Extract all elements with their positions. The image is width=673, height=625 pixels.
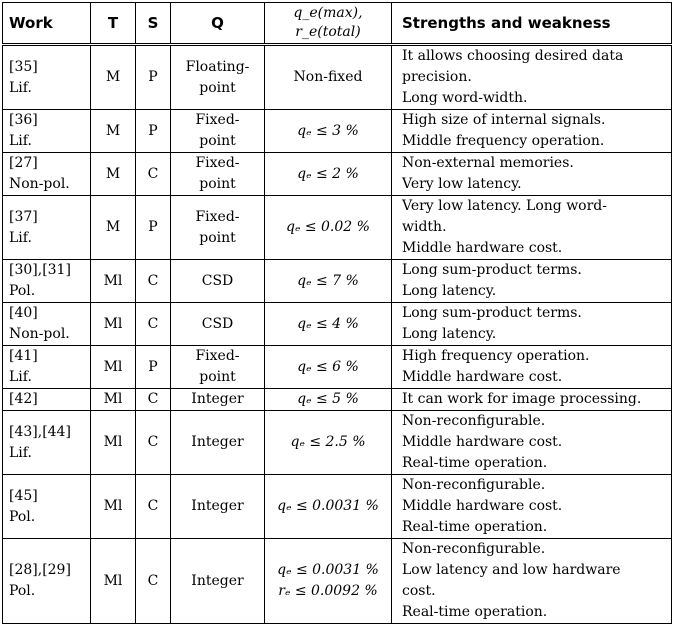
- cell-t: Ml: [91, 411, 136, 475]
- qe-line: qₑ ≤ 2.5 %: [290, 434, 366, 450]
- cell-work: [3, 260, 91, 303]
- cell-work: [3, 411, 91, 475]
- cell-qe: [265, 260, 392, 303]
- q-line: CSD: [201, 315, 234, 332]
- qe-line: qₑ ≤ 0.0031 %: [277, 498, 379, 514]
- cell-qe: [265, 45, 392, 110]
- cell-t: Ml: [91, 346, 136, 389]
- cell-qe: [265, 153, 392, 196]
- cell-work: [3, 45, 91, 110]
- cell-q: [171, 303, 265, 346]
- strength-line: High frequency operation.: [402, 348, 590, 364]
- table-row: [3, 389, 672, 411]
- qe-line: qₑ ≤ 3 %: [297, 122, 359, 139]
- q-line: Fixed-: [195, 208, 240, 225]
- strength-line: Long latency.: [402, 283, 497, 299]
- cell-t: Ml: [91, 260, 136, 303]
- strength-line: Non-reconfigurable.: [402, 413, 546, 429]
- cell-q: [171, 260, 265, 303]
- cell-t: Ml: [91, 389, 136, 411]
- strength-line: Non-reconfigurable.: [402, 477, 546, 493]
- q-line: point: [199, 369, 236, 385]
- cell-strengths: [392, 153, 672, 196]
- table-row: [3, 196, 672, 260]
- work-type: Lif.: [9, 229, 32, 246]
- cell-qe: [265, 475, 392, 539]
- work-type: Non-pol.: [9, 326, 70, 342]
- q-line: Fixed-: [195, 348, 240, 364]
- cell-t: M: [91, 45, 136, 110]
- cell-qe: [265, 346, 392, 389]
- q-line: Integer: [191, 572, 244, 589]
- qe-line: rₑ ≤ 0.0092 %: [278, 583, 378, 599]
- work-type: Lif.: [9, 133, 32, 149]
- cell-work: [3, 346, 91, 389]
- cell-t: M: [91, 153, 136, 196]
- strength-line: Very low latency. Long word-: [402, 198, 607, 214]
- table-row: [3, 110, 672, 153]
- cell-s: P: [136, 346, 171, 389]
- cell-work: [3, 303, 91, 346]
- work-ref: [30],[31]: [9, 262, 71, 278]
- work-ref: [45]: [9, 487, 38, 504]
- cell-s: C: [136, 389, 171, 411]
- table-row: [3, 411, 672, 475]
- cell-s: C: [136, 303, 171, 346]
- header-qe-line1: q_e(max),: [293, 5, 363, 21]
- cell-work: [3, 389, 91, 411]
- cell-t: Ml: [91, 539, 136, 624]
- work-ref: [27]: [9, 155, 38, 171]
- strength-line: Very low latency.: [402, 176, 522, 192]
- q-line: point: [199, 229, 236, 246]
- cell-strengths: [392, 346, 672, 389]
- cell-strengths: [392, 389, 672, 411]
- strength-line: Long latency.: [402, 326, 497, 342]
- cell-q: [171, 153, 265, 196]
- strength-line: It allows choosing desired data: [402, 48, 624, 64]
- work-type: Lif.: [9, 444, 32, 461]
- strength-line: Long sum-product terms.: [402, 262, 582, 278]
- table-row: [3, 153, 672, 196]
- header-work: Work: [3, 3, 91, 45]
- q-line: Fixed-: [195, 155, 240, 171]
- header-s: S: [136, 3, 171, 45]
- strength-line: Long sum-product terms.: [402, 305, 582, 321]
- work-type: Pol.: [9, 283, 36, 299]
- cell-strengths: [392, 539, 672, 624]
- qe-line: qₑ ≤ 2 %: [297, 165, 359, 182]
- cell-q: [171, 110, 265, 153]
- qe-line: qₑ ≤ 6 %: [297, 358, 359, 375]
- cell-qe: [265, 389, 392, 411]
- cell-qe: [265, 110, 392, 153]
- q-line: point: [199, 176, 236, 192]
- work-ref: [37]: [9, 208, 38, 225]
- work-ref: [28],[29]: [9, 562, 71, 578]
- cell-strengths: [392, 110, 672, 153]
- cell-s: C: [136, 539, 171, 624]
- cell-s: P: [136, 196, 171, 260]
- work-ref: [42]: [9, 391, 38, 407]
- work-ref: [43],[44]: [9, 423, 71, 440]
- strength-line: cost.: [402, 583, 436, 599]
- strength-line: Middle hardware cost.: [402, 369, 563, 385]
- strength-line: Middle hardware cost.: [402, 434, 563, 450]
- header-strengths: Strengths and weakness: [392, 3, 672, 45]
- strength-line: Real-time operation.: [402, 455, 548, 471]
- strength-line: Long word-width.: [402, 90, 528, 106]
- cell-work: [3, 196, 91, 260]
- cell-s: C: [136, 475, 171, 539]
- header-t: T: [91, 3, 136, 45]
- table-body: [3, 45, 672, 624]
- strength-line: Middle hardware cost.: [402, 498, 563, 514]
- cell-strengths: [392, 45, 672, 110]
- cell-work: [3, 539, 91, 624]
- strength-line: Non-external memories.: [402, 155, 574, 171]
- q-line: Fixed-: [195, 112, 240, 128]
- header-qe: [265, 3, 392, 45]
- q-line: point: [199, 133, 236, 149]
- strength-line: Non-reconfigurable.: [402, 541, 546, 557]
- work-ref: [40]: [9, 305, 38, 321]
- cell-s: P: [136, 45, 171, 110]
- cell-t: Ml: [91, 475, 136, 539]
- header-qe-line2: r_e(total): [295, 24, 361, 40]
- cell-t: M: [91, 196, 136, 260]
- cell-t: Ml: [91, 303, 136, 346]
- q-line: point: [199, 79, 236, 96]
- cell-q: [171, 346, 265, 389]
- strength-line: It can work for image processing.: [402, 391, 642, 407]
- cell-qe: [265, 303, 392, 346]
- work-type: Pol.: [9, 583, 36, 599]
- table-row: [3, 346, 672, 389]
- table-row: [3, 539, 672, 624]
- cell-work: [3, 153, 91, 196]
- cell-s: C: [136, 411, 171, 475]
- cell-q: [171, 411, 265, 475]
- header-row: [3, 3, 672, 45]
- cell-q: [171, 475, 265, 539]
- work-ref: [35]: [9, 58, 38, 75]
- strength-line: Real-time operation.: [402, 519, 548, 535]
- q-line: Floating-: [185, 58, 250, 75]
- cell-s: C: [136, 260, 171, 303]
- strength-line: Middle frequency operation.: [402, 133, 605, 149]
- strength-line: High size of internal signals.: [402, 112, 606, 128]
- q-line: Integer: [191, 434, 244, 450]
- q-line: Integer: [191, 498, 244, 514]
- work-type: Lif.: [9, 79, 32, 96]
- cell-s: C: [136, 153, 171, 196]
- cell-strengths: [392, 260, 672, 303]
- work-ref: [36]: [9, 112, 38, 128]
- qe-line: qₑ ≤ 4 %: [297, 315, 359, 332]
- cell-work: [3, 110, 91, 153]
- header-q: Q: [171, 3, 265, 45]
- comparison-table: [2, 2, 672, 624]
- table-row: [3, 45, 672, 110]
- work-type: Lif.: [9, 369, 32, 385]
- qe-line: Non-fixed: [293, 69, 363, 85]
- strength-line: Middle hardware cost.: [402, 240, 563, 256]
- cell-strengths: [392, 196, 672, 260]
- cell-s: P: [136, 110, 171, 153]
- cell-qe: [265, 196, 392, 260]
- qe-line: qₑ ≤ 0.02 %: [286, 219, 370, 235]
- cell-t: M: [91, 110, 136, 153]
- cell-q: [171, 196, 265, 260]
- strength-line: precision.: [402, 69, 472, 85]
- cell-strengths: [392, 411, 672, 475]
- qe-line: qₑ ≤ 5 %: [297, 391, 359, 407]
- cell-strengths: [392, 303, 672, 346]
- qe-line: qₑ ≤ 0.0031 %: [277, 562, 379, 578]
- work-ref: [41]: [9, 348, 38, 364]
- work-type: Pol.: [9, 508, 36, 525]
- strength-line: Low latency and low hardware: [402, 562, 621, 578]
- cell-qe: [265, 539, 392, 624]
- table-row: [3, 260, 672, 303]
- strength-line: Real-time operation.: [402, 604, 548, 620]
- cell-q: [171, 389, 265, 411]
- strength-line: width.: [402, 219, 447, 235]
- qe-line: qₑ ≤ 7 %: [297, 272, 359, 289]
- work-type: Non-pol.: [9, 176, 70, 192]
- table-row: [3, 303, 672, 346]
- q-line: CSD: [201, 272, 234, 289]
- cell-work: [3, 475, 91, 539]
- table-row: [3, 475, 672, 539]
- cell-q: [171, 539, 265, 624]
- q-line: Integer: [191, 391, 244, 407]
- cell-q: [171, 45, 265, 110]
- cell-strengths: [392, 475, 672, 539]
- cell-qe: [265, 411, 392, 475]
